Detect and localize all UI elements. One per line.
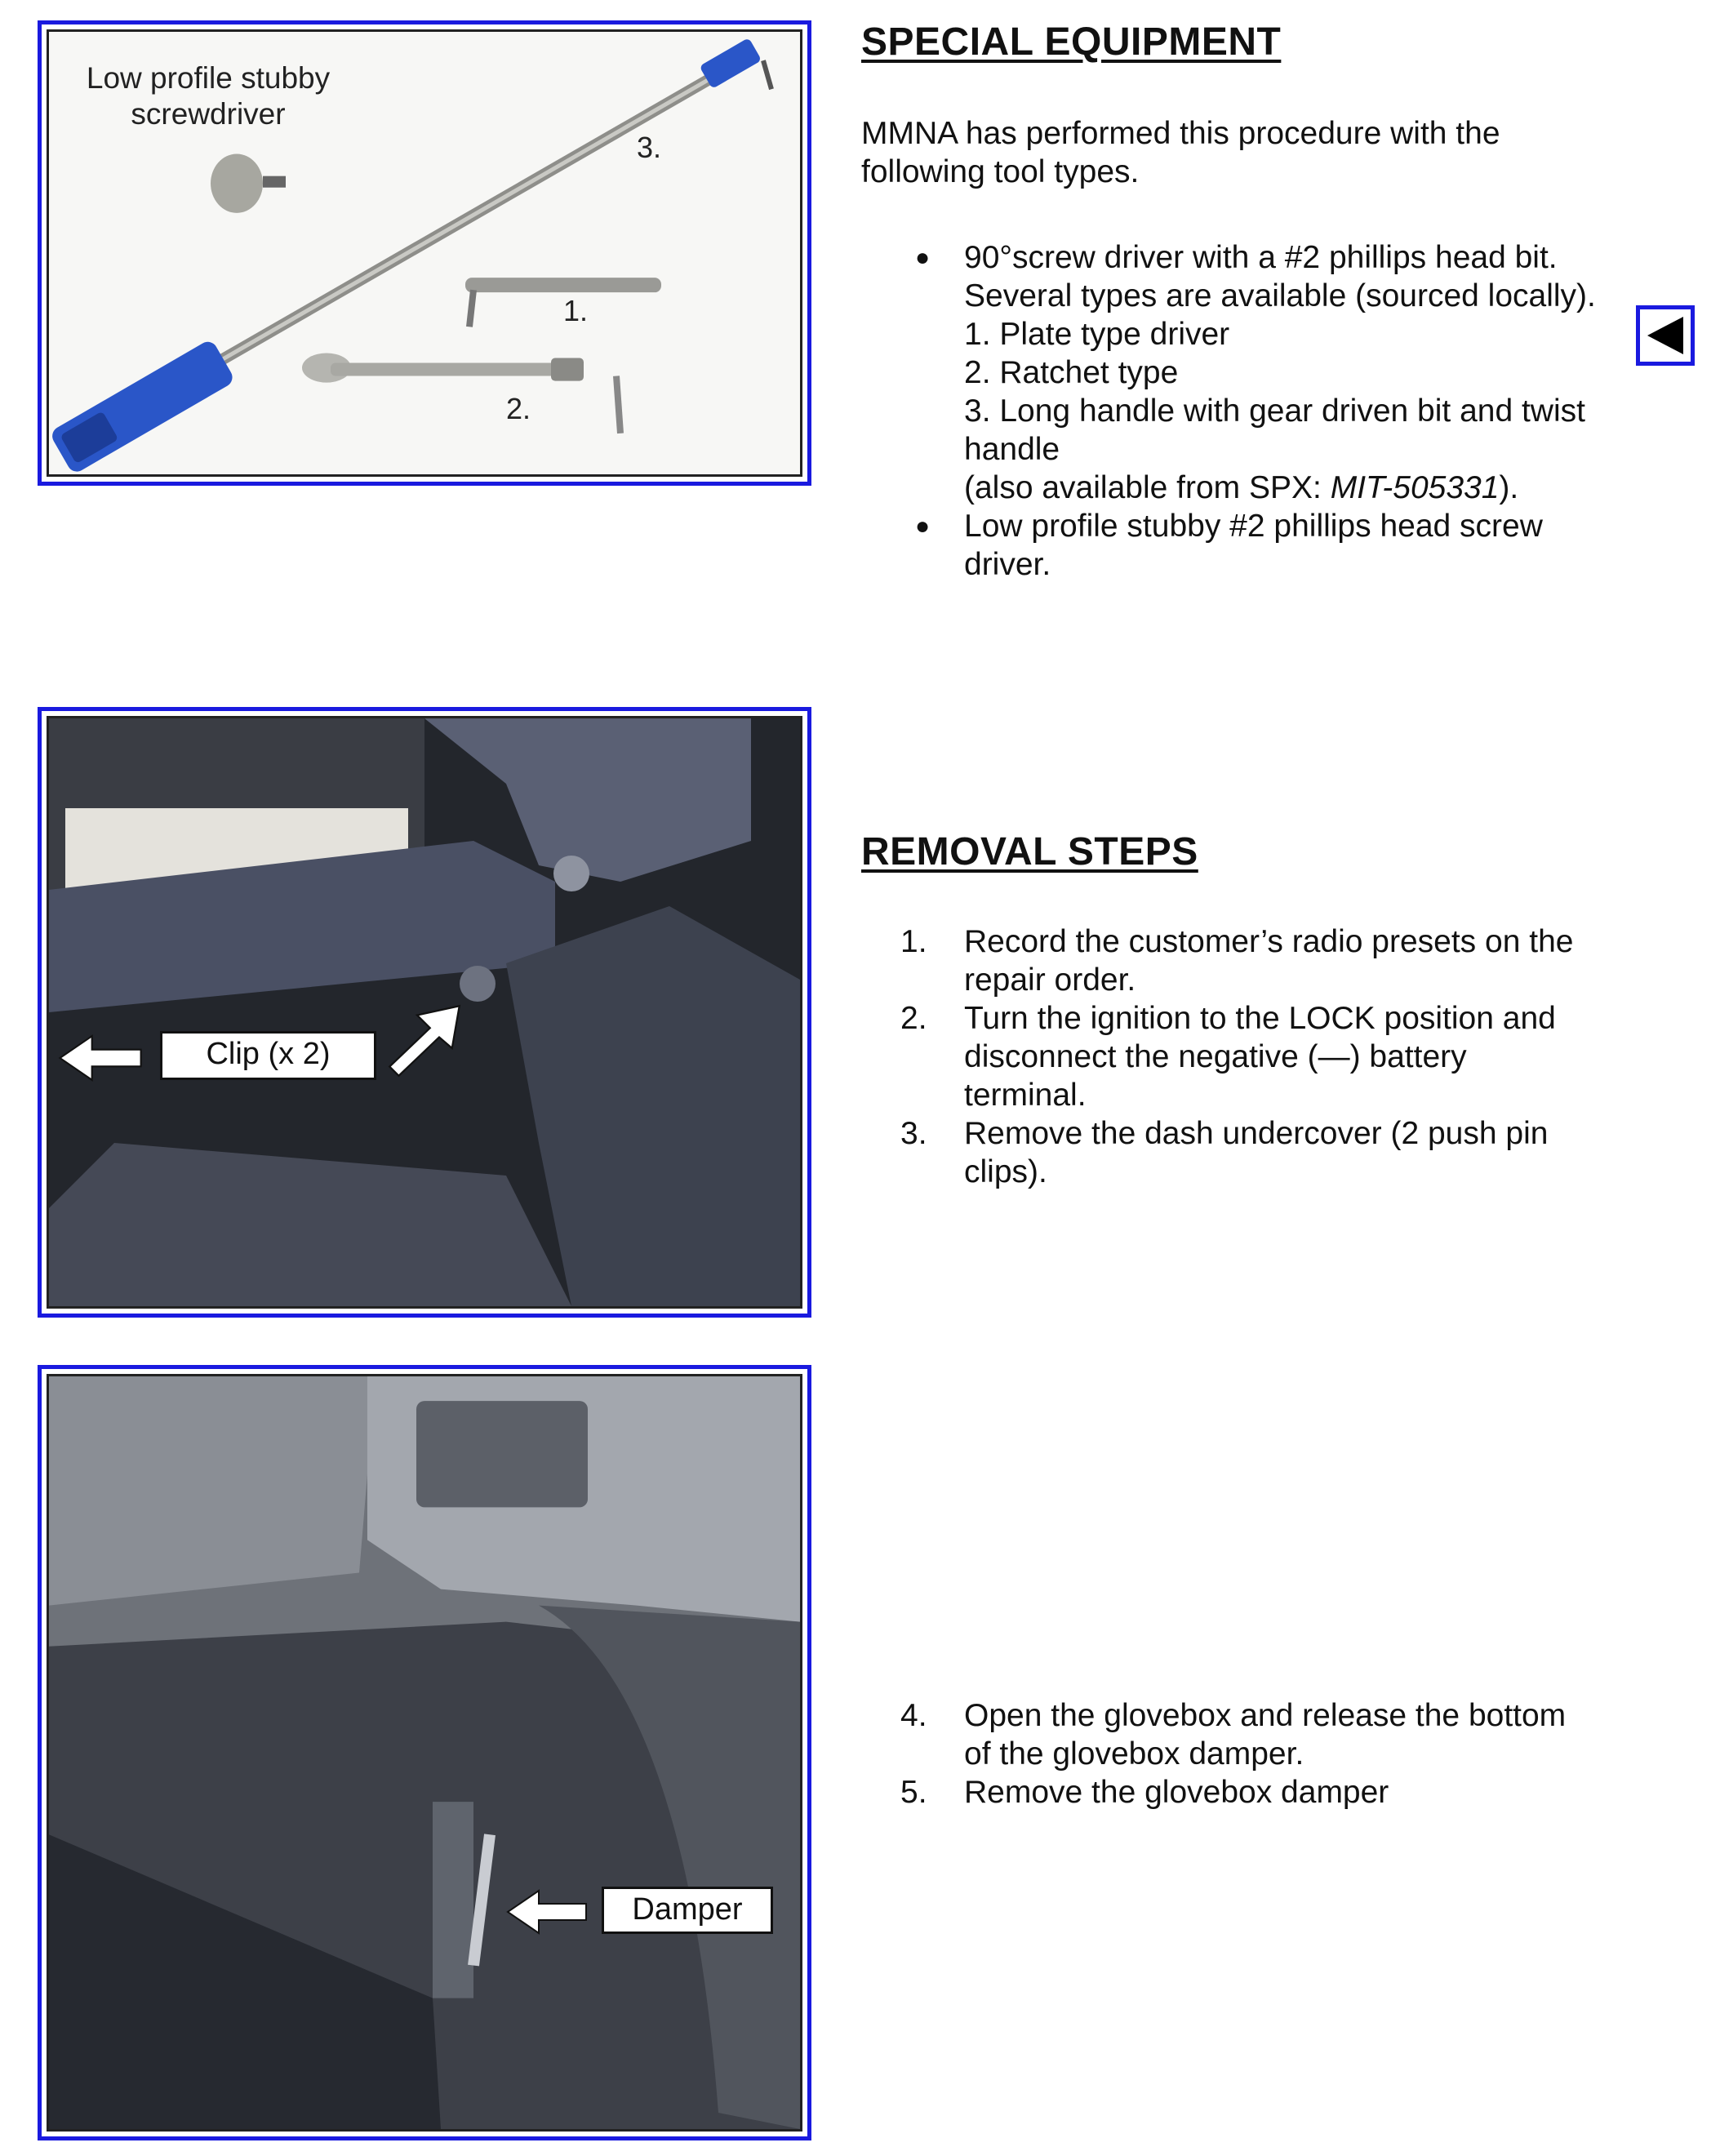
back-button[interactable]	[1636, 305, 1695, 366]
clip-photo	[38, 707, 811, 1318]
removal-steps-heading: REMOVAL STEPS	[861, 830, 1198, 874]
bullet-line: 2. Ratchet type	[964, 355, 1179, 390]
diagonal-arrow-icon	[388, 1004, 461, 1078]
tools-photo-image	[47, 29, 802, 477]
list-item: 2. Turn the ignition to the LOCK position and disconnect the negative (—) battery terminal.	[900, 1001, 1556, 1113]
step-text: Remove the glovebox damper	[964, 1775, 1389, 1810]
spx-availability: (also available from SPX: MIT-505331).	[964, 470, 1519, 505]
list-item: 3. Remove the dash undercover (2 push pin clips).	[900, 1116, 1549, 1189]
tool-label-1: 1.	[563, 294, 589, 327]
tool-label-3: 3.	[637, 131, 662, 164]
list-item: 1. Record the customer’s radio presets on the repair order.	[900, 924, 1574, 998]
list-item: ● Low profile stubby #2 phillips head screw driver.	[861, 507, 1596, 584]
removal-steps-list-a	[861, 922, 1580, 1191]
clip-photo-image	[47, 716, 802, 1309]
step-text: Open the glovebox and release the bottom of the glovebox damper.	[964, 1698, 1567, 1771]
tool-label-2: 2.	[506, 392, 531, 425]
left-arrow-icon	[56, 1033, 145, 1083]
special-equipment-heading: SPECIAL EQUIPMENT	[861, 20, 1282, 64]
list-item: ● 90°screw driver with a #2 phillips head bit. Several types are available (sourced locally). 1. Plate type driver 2. Ratchet type 3. Long handle with gear driven bit and twist handle (also available from SPX: MIT-505331).	[915, 240, 1596, 505]
list-item: 5. Remove the glovebox damper	[900, 1775, 1389, 1810]
removal-steps-list-b	[861, 1696, 1580, 1811]
damper-callout: Damper	[602, 1887, 773, 1934]
back-arrow-icon	[1647, 317, 1683, 354]
bullet-line: 3. Long handle with gear driven bit and twist handle	[964, 393, 1585, 467]
damper-arrow-icon	[506, 1887, 588, 1937]
clip-callout: Clip (x 2)	[160, 1031, 376, 1080]
spx-part-number: MIT-505331	[1330, 470, 1500, 505]
bullet-line: Several types are available (sourced locally).	[964, 278, 1596, 313]
special-equipment-intro: MMNA has performed this procedure with the following tool types.	[861, 116, 1500, 189]
glovebox-damper-illustration	[49, 1376, 800, 2129]
stubby-label: Low profile stubby screwdriver	[86, 61, 331, 131]
bullet-line: 90°screw driver with a #2 phillips head bit.	[964, 240, 1558, 275]
tool-list	[861, 238, 1596, 584]
tools-photo	[38, 20, 811, 486]
list-item: 4. Open the glovebox and release the bottom of the glovebox damper.	[900, 1698, 1567, 1771]
bullet-line: Low profile stubby #2 phillips head screw driver.	[964, 509, 1543, 582]
damper-photo-image	[47, 1374, 802, 2132]
bullet-line: 1. Plate type driver	[964, 317, 1230, 352]
step-text: Remove the dash undercover (2 push pin clips).	[964, 1116, 1549, 1189]
step-text: Record the customer’s radio presets on the repair order.	[964, 924, 1574, 998]
step-text: Turn the ignition to the LOCK position and disconnect the negative (—) battery terminal.	[964, 1001, 1556, 1113]
damper-photo	[38, 1365, 811, 2140]
